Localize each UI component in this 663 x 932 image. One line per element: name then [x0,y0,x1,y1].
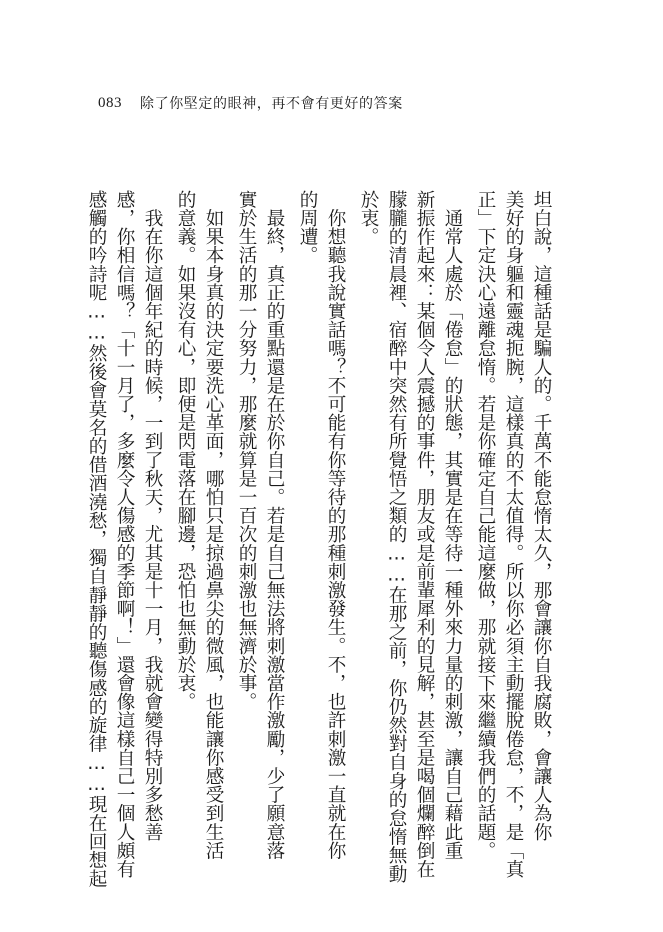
text-line-10: 最終，真正的重點還是在於你自己。若是自己無法將刺激當作激勵，少了願意落 [264,190,285,860]
vertical-body-text [0,190,663,910]
text-line-16: 感觸的吟詩呢……然後會莫名的借酒澆愁，獨自靜靜的聽傷感的旋律……現在回想起 [86,190,107,888]
page-header [98,93,403,113]
text-line-15: 感，你相信嗎？「十一月了，多麼令人傷感的季節啊！」還會像這樣自己一個人頗有 [114,190,135,879]
text-line-2: 美好的身軀和靈魂扼腕，這樣真的不太值得。所以你必須主動擺脫倦怠，不，是「真 [503,190,524,879]
text-line-14: 我在你這個年紀的時候，一到了秋天，尤其是十一月，我就會變得特別多愁善 [142,190,163,841]
text-line-12: 如果本身真的決定要洗心革面，哪怕只是掠過鼻尖的微風，也能讓你感受到生活 [203,190,224,860]
text-line-9: 的周遭。 [297,190,318,265]
text-line-4: 通常人處於「倦怠」的狀態，其實是在等待一種外來力量的刺激，讓自己藉此重 [442,190,463,860]
text-line-8: 你想聽我說實話嗎？不可能有你等待的那種刺激發生。不，也許刺激一直就在你 [325,190,346,860]
running-title: 除了你堅定的眼神，再不會有更好的答案 [140,96,403,112]
text-line-1: 坦白說，這種話是騙人的。千萬不能怠惰太久，那會讓你自我腐敗，會讓人為你 [531,190,552,841]
text-line-3: 正」下定決心遠離怠惰。若是你確定自己能這麼做，那就接下來繼續我們的話題。 [475,190,496,860]
page-number: 083 [98,94,122,111]
text-line-6: 朦朧的清晨裡、宿醉中突然有所覺悟之類的……在那之前，你仍然對自身的怠惰無動 [386,190,407,883]
text-line-7: 於衷。 [358,190,379,246]
text-line-13: 的意義。如果沒有心，即便是閃電落在腳邊，恐怕也無動於衷。 [175,190,196,711]
text-line-5: 新振作起來：某個令人震撼的事件，朋友或是前輩犀利的見解，甚至是喝個爛醉倒在 [414,190,435,879]
text-line-11: 實於生活的那一分努力，那麼就算是一百次的刺激也無濟於事。 [236,190,257,711]
